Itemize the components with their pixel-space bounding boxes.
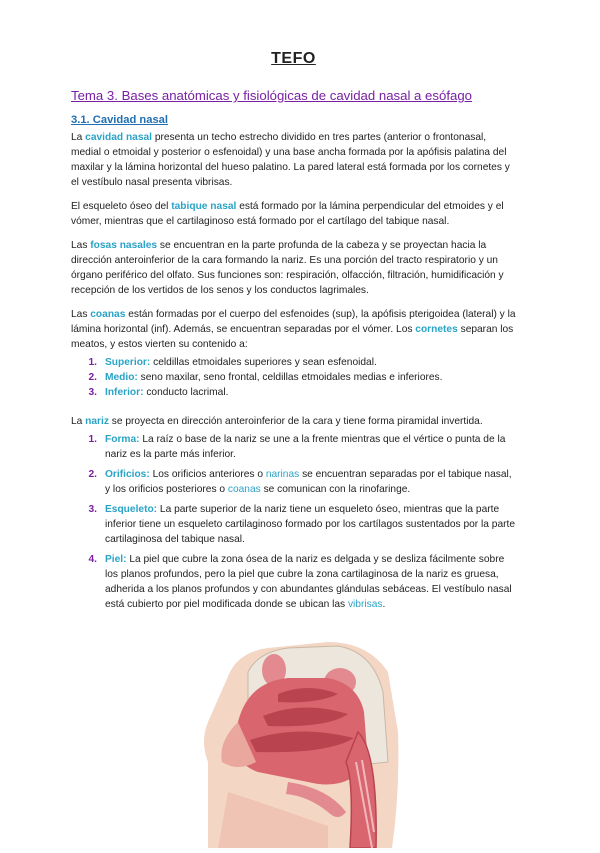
keyword: cavidad nasal <box>85 132 152 143</box>
list-item: 2. Medio: seno maxilar, seno frontal, celdillas etmoidales medias e inferiores. <box>88 372 443 383</box>
list-item: 1. Superior: celdillas etmoidales superiores y sean esfenoidal. <box>88 357 377 368</box>
nariz-list <box>71 432 516 612</box>
list-item: 1. Forma: La raíz o base de la nariz se une a la frente mientras que el vértice o punta de la nariz es la parte más inferior. <box>88 434 506 460</box>
paragraph-coanas: Las coanas están formadas por el cuerpo del esfenoides (sup), la apófisis pterigoidea (lateral) y la lámina horizontal (inf). Además, se encuentran separadas por el vómer. Los cornetes separan los meatos, y estos vierten su contenido a: <box>71 309 516 350</box>
topic-title: Tema 3. Bases anatómicas y fisiológicas de cavidad nasal a esófago <box>71 88 472 103</box>
paragraph-fosas-nasales: Las fosas nasales se encuentran en la parte profunda de la cabeza y se proyectan hacia la dirección anteroinferior de la cara formando la nariz. Es una porción del tracto respiratorio y un órgano periférico del olfato. Sus funciones son: respiración, olfacción, filtración, humidificación y recepción de los vertidos de los senos y los conductos lagrimales. <box>71 240 504 296</box>
document-title: TEFO <box>271 50 316 67</box>
keyword: tabique nasal <box>171 201 237 212</box>
keyword: fosas nasales <box>90 240 158 251</box>
paragraph-cavidad-nasal: La cavidad nasal presenta un techo estrecho dividido en tres partes (anterior o frontonasal, medial o etmoidal y posterior o esfenoidal) y una base ancha formada por la apófisis palatina del maxilar y la lámina horizontal del hueso palatino. La pared lateral está formada por los cornetes y el vestíbulo nasal presenta vibrisas. <box>71 132 510 188</box>
paragraph-tabique-nasal: El esqueleto óseo del tabique nasal está formado por la lámina perpendicular del etmoides y el vómer, mientras que el cartilaginoso está formado por el cartílago del tabique nasal. <box>71 201 504 227</box>
list-item: 2. Orificios: Los orificios anteriores o narinas se encuentran separadas por el tabique nasal, y los orificios posteriores o coanas se comunican con la rinofaringe. <box>88 469 512 495</box>
list-item: 3. Esqueleto: La parte superior de la nariz tiene un esqueleto óseo, mientras que la parte inferior tiene un esqueleto cartilaginoso formado por los cartílagos sustentados por la parte cartilaginosa del tabique nasal. <box>88 504 516 545</box>
list-item: 3. Inferior: conducto lacrimal. <box>88 387 229 398</box>
list-item: 4. Piel: La piel que cubre la zona ósea de la nariz es delgada y se desliza fácilmente sobre los planos profundos, pero la piel que cubre la zona cartilaginosa de la nariz es gruesa, adherida a los planos profundos y con abundantes glándulas sebáceas. El vestíbulo nasal está cubierto por piel modificada donde se ubican las vibrisas. <box>88 554 512 610</box>
paragraph-nariz: La nariz se proyecta en dirección anteroinferior de la cara y tiene forma piramidal invertida. <box>71 416 483 427</box>
keyword: cornetes <box>415 324 458 335</box>
keyword: nariz <box>85 416 109 427</box>
keyword: coanas <box>90 309 126 320</box>
nasal-cavity-figure <box>178 612 410 848</box>
nasal-cavity-illustration <box>178 612 410 848</box>
meatos-list <box>71 355 516 400</box>
section-title: 3.1. Cavidad nasal <box>71 114 169 126</box>
